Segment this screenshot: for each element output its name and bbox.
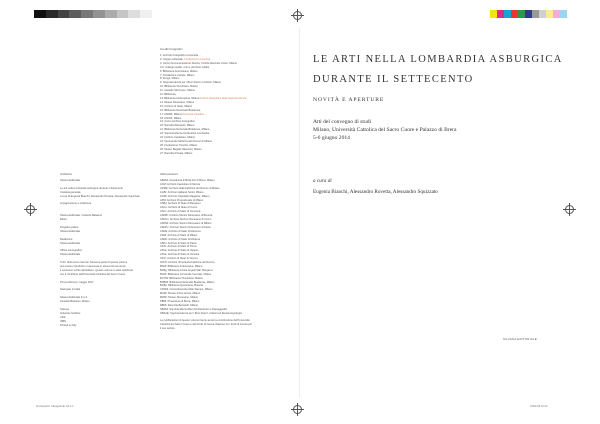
colophon-line: il consenso scritto dell'editore. Questo volume è stato realizzato xyxy=(60,268,134,272)
color-calibration-bar xyxy=(490,10,574,18)
gray-swatch-1 xyxy=(46,10,58,18)
credit-line: 25: Fondazione Trivulzio, Milano xyxy=(160,143,198,147)
colophon-line: Silvana Editoriale xyxy=(60,241,81,245)
colophon-line: Curatela generale xyxy=(60,190,81,194)
credit-line: 21: Biblioteca Nazionale Braidense, Milano xyxy=(160,128,210,132)
abbreviation-line: ASMo: Archivio di Stato di Modena xyxy=(160,237,200,241)
colophon-line: Cinisello Balsamo, Milano xyxy=(60,300,90,304)
credit-line: 14: Museo Diocesano, Milano xyxy=(160,100,195,104)
abbreviation-line: ASPv: Archivio di Stato di Pavia xyxy=(160,241,197,245)
colophon-line: Impaginazione e redazione xyxy=(60,202,92,206)
conference-info xyxy=(313,118,457,143)
registration-mark-top-icon xyxy=(293,11,302,20)
abbreviation-line: ASVe: Archivio di Stato di Venezia xyxy=(160,253,200,257)
abbreviation-line: BCTMi: Biblioteca Trivulziana, Milano xyxy=(160,276,203,280)
credit-line: 7: Fondazione Cariplo, Milano xyxy=(160,73,195,77)
abbreviation-line: BAMi: Biblioteca Ambrosiana, Milano xyxy=(160,264,203,268)
abbreviation-line: RBMi: Raccolta Bertarelli, Milano xyxy=(160,304,198,307)
abbreviation-line: BCMi: Biblioteca Comunale Centrale, Milano xyxy=(160,272,212,276)
abbreviation-line: MDMi: Museo Diocesano, Milano xyxy=(160,296,199,300)
color-swatch-11 xyxy=(567,10,574,18)
colophon-list xyxy=(60,179,155,327)
credit-line: 26: Museo Bagatti Valsecchi, Milano xyxy=(160,147,202,151)
conference-line1: Atti del convegno di studi xyxy=(313,119,372,125)
registration-mark-left-icon xyxy=(26,205,35,214)
abbreviation-line: ASDCo: Archivio Storico Diocesano di Como xyxy=(160,218,212,222)
colophon-line: ISBN xyxy=(60,319,67,323)
highlighted-credit: Fondazione Università … xyxy=(184,57,214,61)
abbreviation-line: ASDPv: Archivio Storico Diocesano di Pavia xyxy=(160,225,211,229)
color-swatch-6 xyxy=(532,10,539,18)
credit-line: 24: Veneranda Fabbrica del Duomo di Milano xyxy=(160,139,213,143)
credit-line: 11: Castello Sforzesco, Milano xyxy=(160,89,195,93)
abbreviation-line: ASVr: Archivio di Stato di Verona xyxy=(160,257,198,261)
abbreviations-list xyxy=(160,179,295,316)
abbreviation-line: ASCr: Archivio di Stato di Cremona xyxy=(160,210,201,214)
abbreviations-block xyxy=(160,172,295,330)
registration-mark-bottom-icon xyxy=(293,405,302,414)
abbreviation-line: BNBMi: Biblioteca Nazionale Braidense, Milano xyxy=(160,280,215,284)
gray-swatch-9 xyxy=(140,10,152,18)
gray-swatch-8 xyxy=(128,10,140,18)
abbreviation-line: BQBs: Biblioteca Queriniana, Brescia xyxy=(160,284,203,288)
colophon-line: Ufficio iconografico xyxy=(60,249,82,253)
note-line: Cattolica del Sacro Cuore e del fondo di ricerca d'ateneo tra i fondi di ricerca per xyxy=(160,322,253,326)
color-swatch-7 xyxy=(539,10,546,18)
abbreviation-line: ASVa: Archivio di Stato di Varese xyxy=(160,249,198,253)
credit-line: 17: ASDMI, MilanoUniversità Cattolica … xyxy=(160,112,208,116)
curator-label: a cura di xyxy=(313,178,332,184)
colophon-line: a cura di Eugenia Bianchi, Alessandro Rovetta, Alessandro Squizzato xyxy=(60,194,140,198)
abbreviation-line: AOMi: Archivio Ospedale Maggiore, Milano xyxy=(160,194,210,198)
abbreviation-line: CRSMi: Civica Raccolta delle Stampe, Milano xyxy=(160,288,213,292)
gray-swatch-4 xyxy=(81,10,93,18)
abbreviation-line: ASDMi: Archivio Storico Diocesano di Milano xyxy=(160,221,212,225)
colophon-line: Prima edizione: maggio 2017 xyxy=(60,280,94,284)
book-title xyxy=(313,50,563,90)
gray-swatch-7 xyxy=(117,10,129,18)
registration-mark-right-icon xyxy=(565,205,574,214)
abbreviation-line: APM: Archivio Prepositurale di Milano xyxy=(160,198,204,202)
highlighted-credit: Archivio fotografico della Soprintendenza … xyxy=(199,96,250,100)
colophon-line: Silvana Editoriale S.p.A. xyxy=(60,296,88,300)
grayscale-calibration-bar xyxy=(34,10,152,18)
book-title-line2: DURANTE IL SETTECENTO xyxy=(313,74,474,85)
conference-line3: 5-6 giugno 2014 xyxy=(313,135,350,142)
colophon-line: Silvana Editoriale xyxy=(60,229,81,233)
colophon-line: Silvana Editoriale xyxy=(60,253,81,257)
colophon-heading: Ciclistica xyxy=(60,172,72,176)
colophon-line: può essere riprodotta o trasmessa in alcuna forma senza xyxy=(60,264,126,268)
photo-credits-block xyxy=(160,47,290,156)
abbreviation-line: AFSMi: Archivio della Fabbrica del Duomo di Milano xyxy=(160,186,220,190)
gray-swatch-6 xyxy=(105,10,117,18)
credit-line: 2: Gruppo editoriale, Fondazione Università … xyxy=(160,57,214,61)
gray-swatch-2 xyxy=(58,10,70,18)
credit-line: 4-5: Collegio Gallio, Como (Archivio Gallio) xyxy=(160,65,210,69)
gray-swatch-5 xyxy=(93,10,105,18)
colophon-line: Città xyxy=(60,315,66,319)
color-swatch-5 xyxy=(525,10,532,18)
abbreviation-line: MAMi: Museo d'Arte Antica, Milano xyxy=(160,292,201,296)
credit-line: 8: Zurigo, Milano xyxy=(160,77,180,81)
color-swatch-2 xyxy=(504,10,511,18)
abbreviation-line: ASMa: Archivio di Stato di Mantova xyxy=(160,229,201,233)
colophon-line: Redazione xyxy=(60,237,73,241)
credit-line: 9: Soprintendenza per i Beni Storici e Artistici, Milano xyxy=(160,81,221,85)
color-swatch-4 xyxy=(518,10,525,18)
color-swatch-10 xyxy=(560,10,567,18)
page-fold xyxy=(299,28,300,398)
color-swatch-8 xyxy=(546,10,553,18)
abbreviation-line: ABAMi: Accademia di Belle Arti di Brera, Milano xyxy=(160,179,215,182)
abbreviation-line: BCBg: Biblioteca Civica Angelo Mai, Bergamo xyxy=(160,268,213,272)
note-line: il suo settore. xyxy=(160,326,176,330)
credit-line: 16: Biblioteca Nazionale Braidense, xyxy=(160,108,201,112)
credit-line: 23: Archivio Capitolare, Milano xyxy=(160,136,196,140)
gray-swatch-0 xyxy=(34,10,46,18)
credit-line: 6: Biblioteca Ambrosiana, Milano xyxy=(160,69,198,73)
abbreviation-line: PBMi: Pinacoteca di Brera, Milano xyxy=(160,300,200,304)
credit-line: 3: Centro Documentazione Storica, Civiche Raccolte d'Arte, Milano xyxy=(160,61,237,65)
highlighted-credit: Università Cattolica … xyxy=(181,112,208,116)
colophon-line: Progetto grafico xyxy=(60,225,79,229)
abbreviation-line: ASTo: Archivio di Stato di Torino xyxy=(160,245,197,249)
color-swatch-9 xyxy=(553,10,560,18)
color-swatch-3 xyxy=(511,10,518,18)
credit-line: 15: Archivio di Stato, Milano xyxy=(160,104,193,108)
abbreviation-line: AVFD: Archivio Veneranda Fabbrica del Duomo xyxy=(160,261,215,265)
abbreviation-line: ASMi: Archivio di Stato di Milano xyxy=(160,233,198,237)
book-subtitle: NOVITÀ E APERTURE xyxy=(313,97,385,103)
credit-line: 12: Biblioteca, xyxy=(160,93,177,97)
note-line: Le pubblicazioni di questo volume hanno avuto la contribuzione dell'Università xyxy=(160,318,250,322)
abbreviation-line: SBSAE: Soprintendenza per i Beni Storici, Artistici ed Etnoantropologici xyxy=(160,311,242,315)
colophon-line: Printed in Italy xyxy=(60,323,77,327)
credit-line: 13: Biblioteca Ambrosiana, MilanoArchivio fotografico della Soprintendenza … xyxy=(160,96,250,100)
colophon-line: Tutti i diritti sono riservati. Nessuna parte di questo volume xyxy=(60,261,128,265)
photo-credits-heading: Crediti fotografici xyxy=(160,47,183,51)
abbreviation-line: ACM: Archivio Capitolare di Monza xyxy=(160,182,201,186)
conference-line2: Milano, Università Cattolica del Sacro Cuore e Palazzo di Brera xyxy=(313,127,457,134)
credit-line: 22: Soprintendenza Archivistica Lombardia xyxy=(160,132,210,136)
credit-line: 19: Civico Archivio Fotografico xyxy=(160,120,195,124)
colophon-block xyxy=(60,172,155,327)
abbreviation-line: SBAMi: Soprintendenza Beni Architettonici e Paesaggistici xyxy=(160,307,228,311)
credit-line: 20: Raccolta Bertarelli, Milano xyxy=(160,124,195,128)
colophon-line: Le arti nella Lombardia asburgica durante il Settecento xyxy=(60,186,123,190)
abbreviation-line: ASCo: Archivio di Stato di Como xyxy=(160,206,198,210)
publisher-name: SILVANA EDITORIALE xyxy=(503,337,538,341)
colophon-line: con il contributo dell'Università Cattolica del Sacro Cuore xyxy=(60,272,126,276)
colophon-line: Editor: xyxy=(60,218,68,222)
abbreviations-heading: Abbreviazioni xyxy=(160,172,179,176)
curator-names: Eugenia Bianchi, Alessandro Rovetta, Alessandro Squizzato xyxy=(313,189,438,195)
colophon-line: Stampa xyxy=(60,307,69,311)
abbreviation-line: ASDBr: Archivio Storico Diocesano di Brescia xyxy=(160,214,213,218)
colophon-line: Silvana Editoriale xyxy=(60,179,81,182)
credit-line: 18: ASCMi, Milano xyxy=(160,116,182,120)
file-slug: Frontespizio Casagrande Ok 1-4 xyxy=(36,405,74,408)
credit-line: 27: Raccolta Privata, Milano xyxy=(160,151,193,155)
colophon-line: Stampato in Italia xyxy=(60,288,81,292)
abbreviations-note xyxy=(160,319,295,331)
abbreviation-line: ASBg: Archivio di Stato di Bergamo xyxy=(160,202,201,206)
color-swatch-1 xyxy=(497,10,504,18)
color-swatch-0 xyxy=(490,10,497,18)
gray-swatch-3 xyxy=(69,10,81,18)
colophon-line: Industrie Grafiche xyxy=(60,311,81,315)
print-timestamp: 10/01/18 16:22 xyxy=(530,405,548,408)
abbreviation-line: AGBr: Archivio Gallarati Scotti, Milano xyxy=(160,190,204,194)
colophon-line: Silvana Editoriale, Cinisello Balsamo xyxy=(60,214,103,218)
photo-credits-list xyxy=(160,54,290,156)
credit-line: 1: Archivio Fotografico Università … xyxy=(160,54,202,57)
credit-line: 10: Biblioteca Trivulziana, Milano xyxy=(160,85,198,89)
book-title-line1: LE ARTI NELLA LOMBARDIA ASBURGICA xyxy=(313,54,563,65)
